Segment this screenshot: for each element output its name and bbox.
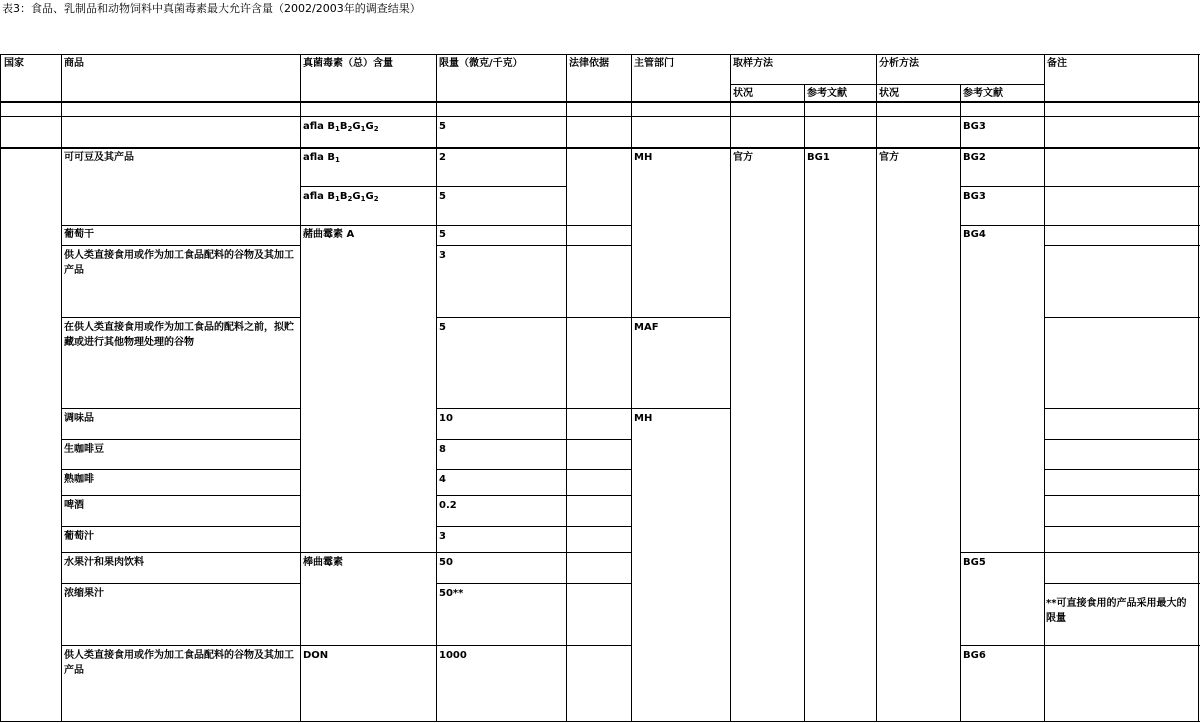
cell-analysis-status: 官方 (879, 152, 899, 163)
cell-limit: 5 (439, 191, 446, 202)
cell-commodity: 水果汁和果肉饮料 (64, 557, 144, 568)
cell-analysis-reference: BG3 (963, 121, 986, 132)
cell-toxin-afla-total: afla $B_1B_2G_1G_2$ (303, 191, 379, 203)
table-title: 表3：食品、乳制品和动物饲料中真菌毒素最大允许含量（2002/2003年的调查结果） (2, 2, 421, 15)
cell-analysis-reference: BG5 (963, 557, 986, 568)
cell-commodity: 在供人类直接食用或作为加工食品的配料之前，拟贮藏或进行其他物理处理的谷物 (64, 322, 294, 348)
cell-commodity: 葡萄汁 (64, 531, 94, 542)
cell-analysis-reference: BG4 (963, 229, 986, 240)
cell-commodity: 调味品 (64, 413, 94, 424)
cell-limit: 8 (439, 444, 446, 455)
cell-limit: 5 (439, 229, 446, 240)
cell-commodity: 熟咖啡 (64, 474, 94, 485)
cell-analysis-reference: BG3 (963, 191, 986, 202)
cell-limit: 3 (439, 531, 446, 542)
header-sampling: 取样方法 (733, 58, 773, 69)
cell-authority: MH (634, 413, 653, 424)
header-sampling-reference: 参考文献 (807, 88, 847, 99)
cell-commodity: 可可豆及其产品 (64, 152, 134, 163)
cell-remark: **可直接食用的产品采用最大的限量 (1046, 598, 1187, 624)
header-analysis-status: 状况 (879, 88, 899, 99)
cell-limit: 4 (439, 474, 446, 485)
cell-toxin: 棒曲霉素 (303, 557, 343, 568)
cell-limit: 50** (439, 588, 464, 599)
cell-commodity: 供人类直接食用或作为加工食品配料的谷物及其加工产品 (64, 650, 294, 676)
cell-limit: 5 (439, 121, 446, 132)
cell-toxin-afla-b1: afla $B_1$ (303, 152, 340, 164)
cell-limit: 10 (439, 413, 453, 424)
header-legal-basis: 法律依据 (569, 58, 609, 69)
cell-sampling-status: 官方 (733, 152, 753, 163)
cell-authority: MH (634, 152, 653, 163)
header-mycotoxin: 真菌毒素（总）含量 (303, 58, 393, 69)
cell-limit: 2 (439, 152, 446, 163)
cell-limit: 0.2 (439, 500, 457, 511)
cell-commodity: 浓缩果汁 (64, 588, 104, 599)
cell-sampling-reference: BG1 (807, 152, 830, 163)
cell-toxin: DON (303, 650, 329, 661)
header-analysis-reference: 参考文献 (963, 88, 1003, 99)
cell-commodity: 啤酒 (64, 500, 84, 511)
cell-toxin: 赭曲霉素 A (303, 229, 355, 240)
header-limit: 限量（微克/千克） (439, 58, 523, 69)
cell-analysis-reference: BG6 (963, 650, 986, 661)
header-remarks: 备注 (1047, 58, 1067, 69)
cell-toxin-afla-total: afla $B_1B_2G_1G_2$ (303, 121, 379, 133)
header-analysis: 分析方法 (879, 58, 919, 69)
cell-limit: 3 (439, 250, 446, 261)
header-country: 国家 (4, 58, 24, 69)
header-authority: 主管部门 (634, 58, 674, 69)
cell-limit: 50 (439, 557, 453, 568)
cell-commodity: 供人类直接食用或作为加工食品配料的谷物及其加工产品 (64, 250, 294, 276)
cell-authority: MAF (634, 322, 659, 333)
header-sampling-status: 状况 (733, 88, 753, 99)
cell-analysis-reference: BG2 (963, 152, 986, 163)
cell-limit: 1000 (439, 650, 467, 661)
cell-commodity: 葡萄干 (64, 229, 94, 240)
cell-commodity: 生咖啡豆 (64, 444, 104, 455)
cell-limit: 5 (439, 322, 446, 333)
header-commodity: 商品 (64, 58, 84, 69)
